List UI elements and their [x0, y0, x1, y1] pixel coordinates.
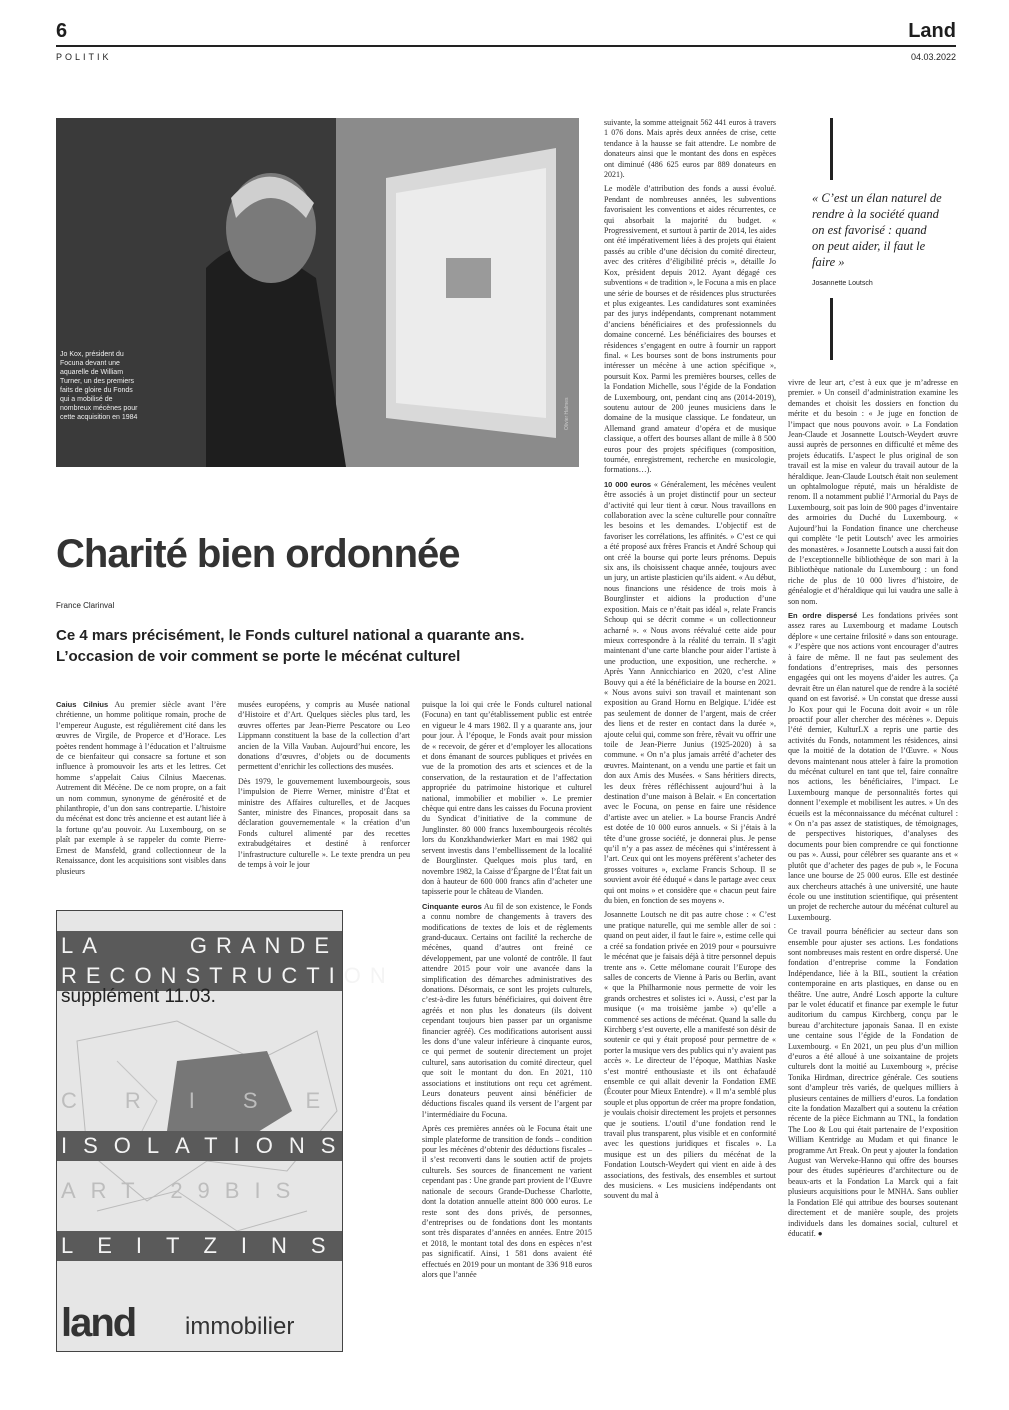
article-title: Charité bien ordonnée: [56, 532, 460, 576]
ad-topic-crise: CRISE: [61, 1088, 369, 1113]
ad-supplement-date: supplément 11.03.: [61, 986, 216, 1007]
paragraph-lead-in: 10 000 euros: [604, 479, 652, 489]
paragraph-text: Dès 1979, le gouvernement luxembourgeois, sous l’impulsion de Pierre Werner, ministre d’État et ministre des Affaires culturelles, et de Jacques Santer, ministre des Finances, proposait dans sa déclaration gouvernementale « la création d’un Fonds culturel alimenté par des recettes extrabudgétaires et destiné à renforcer l’infrastructure culturelle ». Le texte prendra un peu de temps à voir le jour: [238, 776, 410, 870]
ad-topic-art: ART 29BIS: [61, 1178, 306, 1203]
paragraph-text: Josannette Loutsch ne dit pas autre chose : « C’est une pratique naturelle, qui me semble aller de soi : quand on peut aider, il faut le faire », estime celle qui a créé sa fondation privée en 2019 pour « poursuivre le mécénat que je faisais déjà à titre personnel depuis trente ans ». Cette mélomane courait l’Europe des salles de concerts de Vienne à Paris ou Berlin, avant « que la Philharmonie nous permette de voir les grands orchestres et solistes ici ». Aussi, c’est par la musique (« ma troisième jambe ») qu’elle a commencé ses actions de mécénat. Quand la salle du Kirchberg s’est ouverte, elle a manifesté son désir de soutenir ce qui y était proposé pour permettre de « porter la musique vers des publics qui n’y avaient pas accès ». Le directeur de l’époque, Matthias Naske s’est montré enthousiaste et ils ont échafaudé ensemble ce qui allait devenir la Fondation EME (Écouter pour Mieux Entendre). « Il m’a semblé plus souple et plus opportun de créer ma propre fondation, je voulais choisir directement les projets et personnes que je soutiens. L’outil d’une fondation rend le travail plus transparent, plus visible et en conformité avec les questions juridiques et fiscales ». La musique est un des piliers du mécénat de la Fondation Loutsch-Weydert qui vient en aide à des associations, des festivals, des ensembles et surtout des musiciens. « Les musiciens indépendants ont souvent du mal à: [604, 910, 776, 1201]
paragraph-text: suivante, la somme atteignait 562 441 euros à travers 1 076 dons. Mais après deux années de crise, cette tendance à la hausse se fait attendre. Le nombre de donateurs ainsi que le montant des dons en espèces ont diminué (486 625 euros par 889 donateurs en 2021).: [604, 118, 776, 180]
ad-topic-isolations: ISOLATIONS: [57, 1131, 342, 1161]
ad-headline-line-1: [57, 931, 342, 961]
article-column-4: [604, 118, 776, 1350]
photo-caption: Jo Kox, président du Focuna devant une aquarelle de William Turner, un des premiers faits de gloire du Fonds qui a mobilisé de nombreux mécènes pour cette acquisition en 1984: [60, 351, 138, 421]
photo-credit: Olivier Halmes: [564, 397, 570, 430]
paragraph: [604, 184, 776, 475]
page-number: 6: [56, 20, 68, 42]
paragraph: [238, 700, 410, 773]
paragraph: [788, 611, 958, 923]
ad-brand-subtitle: immobilier: [185, 1313, 295, 1340]
ad-headline-line-2: RECONSTRUCTION: [57, 961, 342, 991]
paragraph: [788, 927, 958, 1239]
article-column-2: [238, 700, 410, 900]
paragraph: [56, 700, 226, 877]
pull-quote-source: Josannette Loutsch: [812, 280, 873, 287]
paragraph: [238, 777, 410, 871]
ad-brand-logo: land: [61, 1301, 136, 1345]
paragraph-text: Au fil de son existence, le Fonds a connu nombre de changements à travers des modifications de textes de lois et de règlements grand-ducaux. Certains ont facilité la recherche de mécènes, quand d’autres ont freiné ce développement, par une volonté de contrôle. Il faut attendre 2015 pour voir une avancée dans la simplification des démarches administratives des donations. Désormais, ce sont les projets culturels, c’est-à-dire les futurs bénéficiaires, qui doivent être agréés et non plus les donateurs (ils doivent cependant toujours bien passer par un organisme financier agréé). Ces modifications autorisent aussi les dons d’une valeur inférieure à cinquante euros, ce qui permet de soutenir directement un projet culturel, sans autorisation du comité directeur, quel que soit le montant du don. En 2021, 110 associations et institutions ont reçu cet agrément. Leurs donateurs peuvent ainsi bénéficier de déductions fiscales quand ils versent de l’argent par l’intermédiaire du Focuna.: [422, 901, 592, 1119]
paragraph-lead-in: En ordre dispersé: [788, 610, 858, 620]
paragraph-text: Au premier siècle avant l’ère chrétienne, un homme politique romain, proche de l’empereur Auguste, est régulièrement cité dans les œuvres de Virgile, de Properce et d’Horace. Les poètes rendent hommage à l’éducation et l’altruisme de ce bienfaiteur qui consacre sa fortune et son influence à promouvoir les arts et les lettres. Cet homme s’appelait Caius Cilnius Maecenas. Autrement dit Mécène. De ce nom propre, on a fait un nom commun, synonyme de générosité et de philanthropie, d’un don sans contrepartie. L’histoire du mécénat est donc très ancienne et est autant liée à la fortune qu’au pouvoir. Au Luxembourg, on se plaît par exemple à se rappeler du comte Pierre-Ernest de Mansfeld, grand collectionneur de la Renaissance, dont les acquisitions sont visibles dans plusieurs: [56, 700, 227, 876]
advertisement[interactable]: [56, 910, 395, 1352]
paragraph: [788, 378, 958, 607]
newspaper-name: Land: [908, 20, 956, 42]
quote-bar-bottom: [830, 298, 833, 360]
ad-headline-word: LA: [61, 933, 106, 958]
paragraph-text: « Généralement, les mécènes veulent être associés à un projet distinctif pour un secteur d’activité qui leur tient à cœur. Nous travaillons en collaboration avec la scène culturelle pour connaître les besoins et les demandes. L’objectif est de favoriser les corrélations, les affinités. » C’est ce qui a été proposé aux frères Francis et André Schoup qui ont créé la bourse qui porte leurs prénoms. Depuis six ans, ils choisissent chaque année, toujours avec un jury, un artiste plasticien qu’ils aident. « Au début, nous financions une résidence de trois mois à Bourglinster et aidions la production d’une exposition. Mais ce n’était pas idéal », relate Francis Schoup qui se décrit comme « un collectionneur acharné ». « Nous avons réévalué cette aide pour mieux correspondre à la réalité du terrain. Il s’agit maintenant d’une carte blanche pour aider l’artiste à une production, une exposition, une recherche. » Après Yann Annicchiarico en 2020, c’est Aline Bouvy qui a été la bénéficiaire de la bourse en 2021. « Nous avons suivi son travail et maintenant son exposition au Grand Hornu en Belgique. L’idée est pas seulement de donner de l’argent, mais de créer des liens et de rester en contact dans la durée », ajoute celui qui, comme son frère, rêvait vu offrir une toile de Jean-Pierre Junius (1925-2020) à sa commune. « On n’a plus jamais arrêté d’acheter des œuvres. Maintenant, on a vendu une partie et fait un don aux Amis des Musées. « Sans héritiers directs, les deux frères réfléchissent aujourd’hui à la destination d’une maison à Belair. « En concertation avec le Focuna, on pense en faire une résidence d’artiste avec un atelier. » La bourse Francis André est dotée de 10 000 euros annuels. « Si j’étais à la tête d’une grosse société, je donnerai plus. Je pense qu’il n’y a pas assez de mécènes qui s’intéressent à l’art. Ceux qui ont les moyens préfèrent s’acheter des grosses voitures », exclame Francis Schoup. Il se souvient avoir été éduqué « dans le partage avec ceux qui ont moins » et considère que « chacun peut faire du bien, en fonction de ses moyens ».: [604, 479, 777, 906]
section-label: POLITIK: [56, 52, 112, 62]
paragraph-text: Les fondations privées sont assez rares au Luxembourg et madame Loutsch déplore « une certaine frilosité » dans son entourage. « J’espère que nos actions vont encourager d’autres à faire de même. Il ne faut pas seulement des fondations d’entreprises, mais des personnes engagées qui ont les moyens d’aider les autres. Ça devrait être un élan naturel que de rendre à la société quand on est favorisé. » Un constat que dresse aussi Jo Kox pour qui le Focuna doit avoir « un rôle proactif pour aller chercher des mécènes ». Depuis l’été dernier, KulturLX a repris une partie des activités du Fonds, notamment les résidences, ainsi que la moitié de la dotation de l’Œuvre. « Nous devons maintenant nous atteler à faire la promotion du mécénat culturel en tant que tel, faire connaître nos actions, les bénéficiaires, l’impact. Le Luxembourg manque de personnalités fortes qui donnent l’exemple et mobilisent les autres. » Un des écueils est la méconnaissance du mécénat culturel : « On n’a pas assez de statistiques, de témoignages, de perspectives historiques, d’analyses des documents pour bien comprendre ce qui fonctionne ou pas ». Aussi, pour célébrer ses quarante ans et « plutôt que d’acheter des pages de pub », le Focuna lance une bourse de 25 000 euros. Elle est destinée aux chercheurs attachés à une université, une haute école ou une institution scientifique, qui présentent un projet de recherche autour du mécénat culturel au Luxembourg.: [788, 610, 959, 922]
paragraph-text: Le modèle d’attribution des fonds a aussi évolué. Pendant de nombreuses années, les subventions favorisaient les conventions et aides récurrentes, ce qui absorbait la majorité du budget. « Progressivement, et surtout à partir de 2014, les aides ont été impérativement liées à des projets qui étaient passés au crible d’une décision du comité directeur, avec des critères d’éligibilité précis », détaille Jo Kox, président depuis 2012. Ayant dégagé ces subventions « de tradition », le Focuna a mis en place une série de bourses et de résidences plus structurées et plus exigeantes. Les candidatures sont examinées par des jurys indépendants, comprenant notamment d’anciens bénéficiaires et des professionnels du domaine concerné. Les bénéficiaires des bourses et résidences s’engagent en outre à fournir un rapport final. « Les bourses sont de bons instruments pour intéresser un mécène à une action spécifique », poursuit Kox. Parmi les premières bourses, celles de la Fondation Michelle, sous l’égide de la Fondation de Luxembourg, ont, pendant cinq ans (2014-2019), soutenu autour de 200 jeunes musiciens dans le domaine de la musique classique. Le fondateur, un Allemand grand amateur d’opéra et de musique classique, a offert des bourses allant de mille à 8 500 euros pour des projets spécifiques (composition, tournée, enregistrement, recherche en musicologie, formations…).: [604, 184, 776, 475]
paragraph: [604, 910, 776, 1201]
pull-quote: « C’est un élan naturel de rendre à la société quand on est favorisé : quand on peut aider, il faut le faire »: [812, 191, 942, 269]
ad-headline-word: GRANDE: [189, 933, 338, 958]
paragraph-text: Ce travail pourra bénéficier au secteur dans son ensemble pour ajuster ses actions. Les fondations sont nombreuses mais restent en ordre dispersé. Une fondation d’entreprise comme la Fondation Indépendance, liée à la BIL, soutient la création contemporaine en arts plastiques, en danse ou en théâtre. Une autre, André Losch apporte la culture par le volet éducatif et finance par exemple le futur auditorium du campus Kirchberg, conçu par le bureau d’architecture japonais Sanaa. Il en existe une centaine sous l’égide de la Fondation de Luxembourg. « En 2021, un peu plus d’un million d’euros a été alloué à une soixantaine de projets culturels dont la moitié au Luxembourg », précise Tonika Hirdman, directrice générale. Ces soutiens sont d’ampleur très variés, de quelques milliers à plusieurs centaines de milliers d’euros. La fondation cite la fondation Mazalbert qui a soutenu la création récente de la pièce Eichmann au TNL, la fondation The Loo & Lou qui était partenaire de l’exposition William Kentridge au Mudam et qui finance le programme Art Freak. On peut y ajouter la fondation August van Werveke-Hanno qui offre des bourses pour des études supérieures d’architecture ou de beaux-arts et la Fondation La Marck qui a fait plusieurs acquisitions pour le MNHA. Sans oublier la Fondation Elé qui attribue des bourses soutenant directement et de manière souple, des projets individuels dans les domaines social, culturel et éducatif. ●: [788, 927, 958, 1238]
ad-topic-leitzins: LEITZINS: [57, 1231, 342, 1261]
article-column-1: [56, 700, 226, 900]
paragraph-text: Après ces premières années où le Focuna était une simple plateforme de transition de fonds – condition pour les mécènes d’obtenir des déductions fiscales – il s’est reconverti dans le soutien actif de projets culturels. Ses sources de financement ne varient cependant pas : Une grande part provient de l’Œuvre nationale de secours Grande-Duchesse Charlotte, dont la dotation annuelle atteint 800 000 euros. Le reste sont des dons privés, de personnes, d’entreprises ou de fondations dont les montants sont très disparates d’années en années. Entre 2015 et 2018, le montant total des dons en espèces n’est pas significatif. Ainsi, 1 581 dons avaient été effectués en 2019 pour un montant de 336 918 euros alors que l’année: [422, 1124, 592, 1279]
paragraph-lead-in: Cinquante euros: [422, 901, 482, 911]
paragraph: [422, 902, 592, 1121]
article-column-5: [788, 378, 958, 1350]
article-author: France Clarinval: [56, 601, 115, 610]
issue-date: 04.03.2022: [910, 52, 956, 62]
article-column-3: [422, 700, 592, 1350]
paragraph: [422, 1124, 592, 1280]
paragraph-lead-in: Caius Cilnius: [56, 700, 109, 709]
paragraph: [604, 118, 776, 180]
header-rule: [56, 45, 956, 47]
paragraph-text: musées européens, y compris au Musée national d’Histoire et d’Art. Quelques siècles plus tard, les œuvres offertes par Jean-Pierre Pescatore ou Leo Lippmann constituent la base de la collection d’art ancien de la Villa Vauban. Aujourd’hui encore, les donations d’œuvres, d’objets ou de documents permettent d’enrichir les collections des musées.: [238, 700, 410, 772]
quote-bar-top: [830, 118, 833, 180]
paragraph: [604, 480, 776, 907]
paragraph: [422, 700, 592, 898]
paragraph-text: puisque la loi qui crée le Fonds culturel national (Focuna) en tant qu’établissement public est entrée en vigueur le 4 mars 1982. Il y a quarante ans, jour pour jour. À l’époque, le Fonds avait pour mission de « recevoir, de gérer et d’employer les allocations et dons émanant de sources publiques et privées en vue de la promotion des arts et sciences et de la conservation, de la restauration et de l’affectation appropriée du patrimoine historique et culturel national, immobilier et mobilier ». Le premier chèque qui entre dans les caisses du Focuna provient du Syndicat d’initiative de la commune de Junglinster. 80 000 francs luxembourgeois récoltés lors du Konzkhandwierker Mart en mai 1982 qui servent investis dans l’embellissement de la localité de Bourglinster. Quelques mois plus tard, en novembre 1982, la Caisse d’Épargne de l’État fait un don à hauteur de 600 000 francs afin d’acheter une tapisserie pour le château de Vianden.: [422, 700, 592, 897]
paragraph-text: vivre de leur art, c’est à eux que je m’adresse en premier. » Un conseil d’administration examine les demandes et choisit les dossiers en fonction du mérite et du besoin : « Je juge en fonction de l’impact que nous pouvons avoir. » La Fondation Jean-Claude et Josannette Loutsch-Weydert œuvre aussi auprès de personnes en difficulté et même des projets éducatifs. L’aspect le plus original de son travail est la mise en valeur du travail autour de la héraldique. Jean-Claude Loutsch était non seulement un ophtalmologue réputé, mais un héraldiste de renom. Il a notamment publié l’Armorial du Pays de Luxembourg, soit pas loin de 900 pages d’inventaire des armoiries du Duché du Luxembourg. « Aujourd’hui la Fondation finance une chercheuse qui complète ‘le petit Loutsch’ avec les armoiries des monastères. » Josannette Loutsch a aussi fait don de l’exceptionnelle bibliothèque de son mari à la Bibliothèque nationale du Luxembourg : un fond riche de plus de 10 000 livres d’histoire, de généalogie et d’héraldique qui lui vaudra une salle à son nom.: [788, 378, 958, 606]
article-lead: Ce 4 mars précisément, le Fonds culturel national a quarante ans. L’occasion de voir comment se porte le mécénat culturel: [56, 627, 525, 665]
